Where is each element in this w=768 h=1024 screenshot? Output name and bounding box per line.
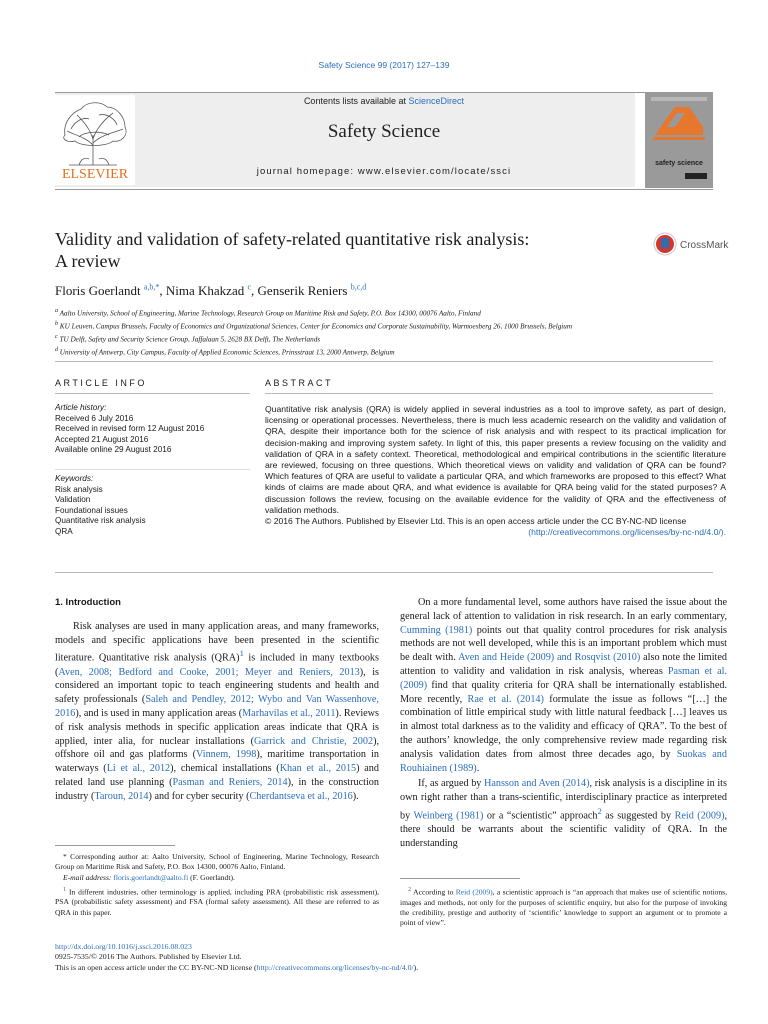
- citation-link[interactable]: Reid (2009): [455, 887, 493, 897]
- column-right: [400, 596, 727, 853]
- title-line-1: Validity and validation of safety-related quantitative risk analysis:: [55, 229, 530, 249]
- citation-link[interactable]: Hansson and Aven (2014): [484, 778, 590, 790]
- journal-homepage[interactable]: journal homepage: www.elsevier.com/locate/ssci: [256, 166, 512, 177]
- footnote: $^1$ In different industries, other terminology is applied, including PRA (probabilistic risk assessment), PSA (probabilistic safety assessment) and FSA (formal safety assessment). All these are referred to as QRA in this paper.: [55, 885, 379, 917]
- doi-link[interactable]: http://dx.doi.org/10.1016/j.ssci.2016.08.023: [55, 942, 192, 951]
- affiliation: $^a$ Aalto University, School of Engineering, Marine Technology, Research Group on Maritime Risk and Safety, P.O. Box 14300, 00076 Aalto, Finland: [55, 308, 481, 318]
- footnote-ref[interactable]: 1: [63, 885, 67, 893]
- citation-link[interactable]: Pasman et al. (2009): [400, 665, 727, 691]
- citation-link[interactable]: Cumming (1981): [400, 624, 473, 636]
- journal-cover-image[interactable]: [645, 93, 713, 188]
- cover-title: safety science: [655, 160, 703, 167]
- author-list: [55, 283, 366, 299]
- abstract-heading: ABSTRACT: [265, 378, 334, 388]
- citation-link[interactable]: Marhavilas et al., 2011: [242, 707, 336, 719]
- citation-link[interactable]: Reid (2009): [674, 810, 725, 822]
- journal-name[interactable]: Safety Science: [327, 121, 441, 142]
- affiliation: $^b$ KU Leuven, Campus Brussels, Faculty of Economics and Organizational Sciences, Center for Economics and Corporate Sustainability, Warmoesberg 26, 1000 Brussels, Belgium: [55, 320, 573, 331]
- keywords-label: Keywords:: [55, 474, 94, 483]
- masthead-bottom-rule: [55, 189, 713, 190]
- citation-link[interactable]: Vinnem, 1998: [196, 749, 257, 761]
- citation-link[interactable]: Pasman and Reniers, 2014: [172, 776, 288, 788]
- title-line-2: A review: [55, 251, 121, 271]
- author[interactable]: Genserik Reniers $^{b,c,d}$: [257, 283, 367, 299]
- citation-link[interactable]: Aven, 2008; Bedford and Cooke, 2001; Meyer and Reniers, 2013: [58, 666, 360, 678]
- history-entry: Accepted 21 August 2016: [55, 434, 149, 444]
- keyword: Validation: [55, 495, 91, 505]
- history-entry: Received in revised form 12 August 2016: [55, 424, 205, 434]
- elsevier-wordmark: ELSEVIER: [61, 167, 129, 182]
- article-title: [55, 228, 615, 272]
- affiliation: $^d$ University of Antwerp, City Campus, Faculty of Applied Economic Sciences, Prinsstraat 13, 2000 Antwerp, Belgium: [55, 346, 395, 357]
- section-heading: 1. Introduction: [55, 597, 121, 608]
- citation-link[interactable]: Li et al., 2012: [106, 763, 171, 775]
- affiliation: $^c$ TU Delft, Safety and Security Science Group, Jaffalaan 5, 2628 BX Delft, The Netherlands: [55, 333, 321, 344]
- footnote-rule: [55, 845, 175, 846]
- divider: [55, 572, 713, 573]
- author[interactable]: Floris Goerlandt $^{a,b,*}$,: [55, 283, 166, 299]
- history-entry: Available online 29 August 2016: [55, 445, 172, 455]
- divider: [265, 393, 713, 394]
- divider: [55, 361, 713, 362]
- license-url-link[interactable]: http://creativecommons.org/licenses/by-nc-nd/4.0/: [256, 962, 414, 972]
- citation-link[interactable]: Suokas and Rouhiainen (1989): [400, 748, 727, 774]
- license-link[interactable]: (http://creativecommons.org/licenses/by-nc-nd/4.0/).: [528, 527, 726, 538]
- divider: [55, 469, 250, 470]
- keyword: Foundational issues: [55, 505, 128, 515]
- footnote: $^2$ According to Reid (2009), a scientistic approach is “an approach that makes use of scientific notions, images and methods, not only for the purposes of scientific enquiry, but also for the purpose of invoking the credibility, prestige and authority of ‘scientific’ knowledge to support an argument or to promote a point of view”.: [400, 886, 727, 928]
- citation-link[interactable]: Cherdantseva et al., 2016: [249, 790, 353, 802]
- license-line: © 2016 The Authors. Published by Elsevier Ltd. This is an open access article under the CC BY-NC-ND license: [265, 516, 687, 527]
- sciencedirect-link[interactable]: ScienceDirect: [408, 96, 465, 106]
- citation-link[interactable]: Taroun, 2014: [94, 790, 149, 802]
- column-left: [55, 596, 379, 806]
- abstract-text: Quantitative risk analysis (QRA) is widely applied in several industries as a tool to improve safety, as part of design, licensing or operational processes. Nevertheless, there is much less academic research on the validity and validation of QRA, despite their importance both for the science of risk analysis and with respect to its practical implication for decision-making and improving system safety. In light of this, this paper presents a review focusing on the validity and validation of QRA in a safety context. Theoretical, methodological and empirical contributions in the scientific literature are reviewed, focusing on three questions. Which theoretical views on validity and validation of QRA can be found? Which features of QRA are useful to validate a particular QRA, and which frameworks are proposed to this effect? What kinds of claims are made about QRA, and what evidence is available for QRA being valid for the stated purposes? A discussion follows the review, focusing on the available evidence for the validity of QRA and the effectiveness of validation methods.: [265, 404, 726, 515]
- author[interactable]: Nima Khakzad $^c$,: [165, 283, 258, 299]
- citation-link[interactable]: Khan et al., 2015: [279, 763, 357, 775]
- label: E-mail address:: [63, 873, 114, 883]
- paragraph: On a more fundamental level, some authors have raised the issue about the general lack of attention to validation in risk research. In an early commentary, Cumming (1981) points out that quality control procedures for risk analysis methods are not well developed, while this is an important problem which must be dealt with. Aven and Heide (2009) and Rosqvist (2010) also note the limited attention to validity and validation in risk analysis, whereas Pasman et al. (2009) find that quality criteria for QRA shall be internationally established. More recently, Rae et al. (2014) formulate the issue as follows “[…] the combination of little empirical study with little natural feedback […] leaves us in almost total darkness as to the validity and efficacy of QRA”. To the best of the authors’ knowledge, the only comprehensive review made regarding risk analysis validation dates from almost three decades ago, by Suokas and Rouhiainen (1989).: [400, 597, 727, 774]
- crossmark-label: CrossMark: [680, 240, 729, 251]
- page-footer: [55, 942, 715, 973]
- history-entry: Received 6 July 2016: [55, 413, 134, 423]
- footnote: E-mail address: floris.goerlandt@aalto.fi (F. Goerlandt).: [63, 873, 235, 883]
- article-history: [55, 403, 250, 456]
- abstract-body: [265, 404, 726, 538]
- footnote-ref[interactable]: 1: [239, 648, 244, 659]
- journal-reference[interactable]: Safety Science 99 (2017) 127–139: [318, 60, 450, 70]
- footnote-ref[interactable]: 2: [597, 805, 602, 816]
- keyword: Quantitative risk analysis: [55, 516, 146, 526]
- keyword: QRA: [55, 526, 73, 536]
- issn-line: 0925-7535/© 2016 The Authors. Published by Elsevier Ltd.: [55, 952, 242, 962]
- divider: [55, 393, 250, 394]
- affiliations: [55, 306, 715, 358]
- keywords: [55, 474, 250, 538]
- footnotes-left: [55, 852, 379, 919]
- footnote-rule: [400, 878, 520, 879]
- crossmark-button[interactable]: [653, 232, 733, 256]
- open-access-line: This is an open access article under the CC BY-NC-ND license (http://creativecommons.org/licenses/by-nc-nd/4.0/).: [55, 962, 419, 972]
- citation-link[interactable]: Saleh and Pendley, 2012; Wybo and Van Wassenhove, 2016: [55, 694, 379, 719]
- citation-link[interactable]: Rae et al. (2014): [467, 693, 544, 705]
- citation-link[interactable]: Weinberg (1981): [413, 810, 484, 822]
- contents-prefix: Contents lists available at: [303, 96, 406, 106]
- paragraph: If, as argued by Hansson and Aven (2014), risk analysis is a discipline in its own right rather than a trans-scientific, interdisciplinary practice as interpreted by Weinberg (1981) or a “scientistic” approach$^2$ as suggested by Reid (2009), there should be warrants about the scientific validity of QRA. In the understanding: [400, 778, 728, 849]
- citation-link[interactable]: Aven and Heide (2009) and Rosqvist (2010): [458, 652, 641, 664]
- footnote-ref[interactable]: 2: [408, 886, 412, 893]
- citation-link[interactable]: floris.goerlandt@aalto.fi: [113, 873, 189, 883]
- paragraph: Risk analyses are used in many application areas, and many frameworks, models and specific applications have been presented in the scientific literature. Quantitative risk analysis (QRA)$^1$ is included in many textbooks (Aven, 2008; Bedford and Cooke, 2001; Meyer and Reniers, 2013), is considered an important topic to teach engineering students and health and safety professionals (Saleh and Pendley, 2012; Wybo and Van Wassenhove, 2016), and is used in many application areas (Marhavilas et al., 2011). Reviews of risk analysis methods in specific application areas indicate that QRA is applied, inter alia, for nuclear installations (Garrick and Christie, 2002), offshore oil and gas platforms (Vinnem, 1998), maritime transportation in waterways (Li et al., 2012), chemical installations (Khan et al., 2015) and related land use planning (Pasman and Reniers, 2014), in the construction industry (Taroun, 2014) and for cyber security (Cherdantseva et al., 2016).: [55, 620, 380, 802]
- article-info-heading: ARTICLE INFO: [55, 378, 147, 388]
- keyword: Risk analysis: [55, 484, 103, 494]
- citation-link[interactable]: Garrick and Christie, 2002: [254, 735, 374, 747]
- footnote: * Corresponding author at: Aalto University, School of Engineering, Marine Technology, Research Group on Maritime Risk and Safety, P.O. Box 14300, 00076 Aalto, Finland.: [55, 852, 379, 872]
- history-label: Article history:: [55, 403, 107, 412]
- footnotes-right: [400, 885, 727, 929]
